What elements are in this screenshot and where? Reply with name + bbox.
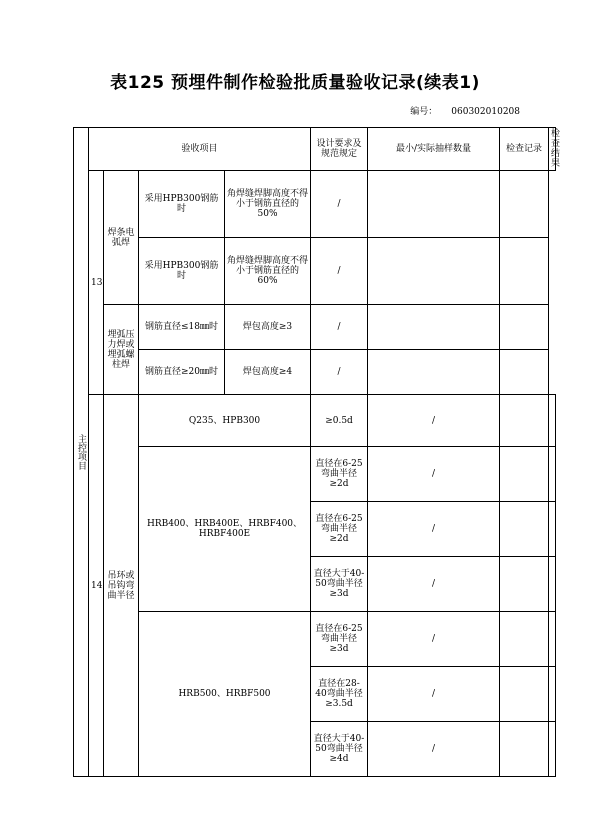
- record-cell[interactable]: [500, 667, 549, 722]
- req-cell: 焊包高度≥3: [225, 305, 311, 350]
- cond-cell: 采用HPB300钢筋时: [139, 238, 225, 305]
- req-cell: 直径在28-40弯曲半径≥3.5d: [311, 667, 368, 722]
- record-cell[interactable]: [368, 171, 500, 238]
- req-cell: 角焊缝焊脚高度不得小于钢筋直径的60%: [225, 238, 311, 305]
- header-sample: 最小/实际抽样数量: [368, 128, 500, 171]
- record-cell[interactable]: [500, 502, 549, 557]
- code-value: 060302010208: [451, 107, 520, 117]
- record-cell[interactable]: [500, 722, 549, 777]
- item13-no: 13: [89, 171, 104, 395]
- result-cell[interactable]: [549, 612, 556, 667]
- item14-no: 14: [89, 395, 104, 777]
- qty-cell: /: [311, 350, 368, 395]
- qty-cell: /: [368, 395, 500, 447]
- form-code: [410, 104, 520, 117]
- req-cell: 直径在6-25弯曲半径≥2d: [311, 502, 368, 557]
- item13-group1: 焊条电弧焊: [104, 171, 139, 305]
- table-row: [74, 305, 556, 350]
- result-cell[interactable]: [500, 238, 549, 305]
- page-title: 表125 预埋件制作检验批质量验收记录(续表1): [110, 73, 480, 93]
- req-cell: 直径大于40-50弯曲半径≥3d: [311, 557, 368, 612]
- code-label: 编号：: [410, 107, 438, 117]
- result-cell[interactable]: [500, 171, 549, 238]
- main-category-cell: [74, 128, 89, 777]
- qty-cell: /: [368, 557, 500, 612]
- record-cell[interactable]: [500, 612, 549, 667]
- req-cell: 直径大于40-50弯曲半径≥4d: [311, 722, 368, 777]
- qty-cell: /: [368, 502, 500, 557]
- table-row: [74, 612, 556, 667]
- header-result: 检查结果: [549, 128, 556, 171]
- header-item: 验收项目: [89, 128, 311, 171]
- req-cell: ≥0.5d: [311, 395, 368, 447]
- record-cell[interactable]: [500, 557, 549, 612]
- req-cell: 直径在6-25弯曲半径≥2d: [311, 447, 368, 502]
- qty-cell: /: [311, 305, 368, 350]
- cond-cell: 采用HPB300钢筋时: [139, 171, 225, 238]
- req-cell: 焊包高度≥4: [225, 350, 311, 395]
- req-cell: 直径在6-25弯曲半径≥3d: [311, 612, 368, 667]
- result-cell[interactable]: [549, 557, 556, 612]
- inspection-table: [73, 127, 561, 777]
- main-category: 主控项目: [76, 434, 86, 470]
- header-row: [74, 128, 556, 171]
- result-cell[interactable]: [549, 722, 556, 777]
- header-record: 检查记录: [500, 128, 549, 171]
- cond-cell: 钢筋直径≤18㎜时: [139, 305, 225, 350]
- record-cell[interactable]: [368, 238, 500, 305]
- result-cell[interactable]: [549, 502, 556, 557]
- qty-cell: /: [368, 667, 500, 722]
- qty-cell: /: [368, 612, 500, 667]
- table-row: [74, 447, 556, 502]
- item14-name: 吊环或吊钩弯曲半径: [104, 395, 139, 777]
- table-row: [74, 350, 556, 395]
- qty-cell: /: [368, 722, 500, 777]
- result-cell[interactable]: [549, 447, 556, 502]
- header-design: 设计要求及规范规定: [311, 128, 368, 171]
- table-row: [74, 395, 556, 447]
- table-row: [74, 238, 556, 305]
- record-cell[interactable]: [368, 305, 500, 350]
- qty-cell: /: [311, 171, 368, 238]
- record-cell[interactable]: [368, 350, 500, 395]
- result-cell[interactable]: [500, 350, 549, 395]
- material-q235: Q235、HPB300: [139, 395, 311, 447]
- item13-group2: 埋弧压力焊或埋弧螺柱焊: [104, 305, 139, 395]
- result-cell[interactable]: [549, 667, 556, 722]
- material-hrb500: HRB500、HRBF500: [139, 612, 311, 777]
- record-cell[interactable]: [500, 447, 549, 502]
- record-cell[interactable]: [500, 395, 549, 447]
- result-cell[interactable]: [500, 305, 549, 350]
- material-hrb400: HRB400、HRB400E、HRBF400、HRBF400E: [139, 447, 311, 612]
- req-cell: 角焊缝焊脚高度不得小于钢筋直径的50%: [225, 171, 311, 238]
- cond-cell: 钢筋直径≥20㎜时: [139, 350, 225, 395]
- qty-cell: /: [311, 238, 368, 305]
- qty-cell: /: [368, 447, 500, 502]
- result-cell[interactable]: [549, 395, 556, 447]
- table-row: [74, 171, 556, 238]
